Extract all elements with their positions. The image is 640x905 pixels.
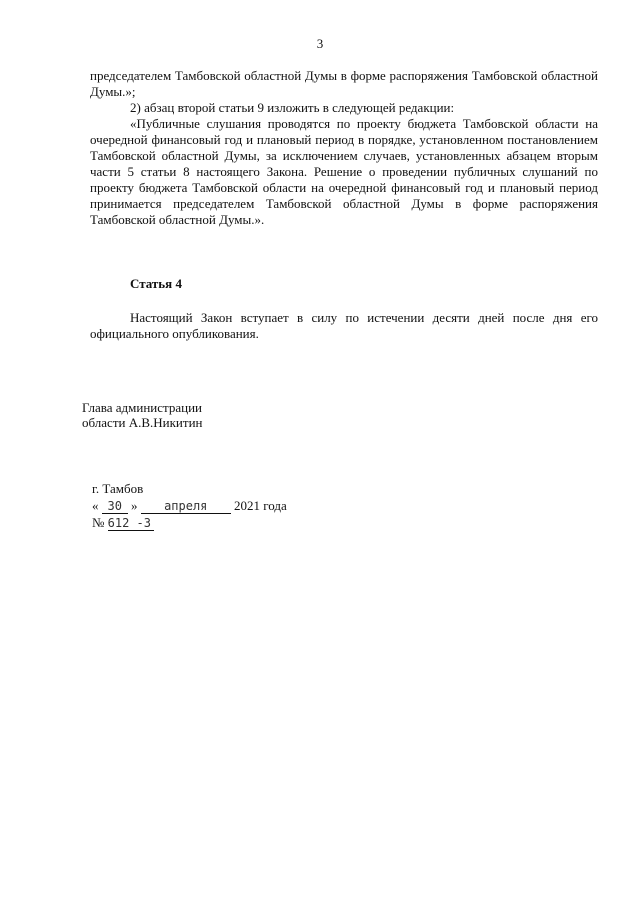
article-heading: Статья 4 [130, 276, 182, 291]
quote-open: « [92, 498, 99, 513]
article-text: Настоящий Закон вступает в силу по истечении десяти дней после дня его официального опубликования. [90, 310, 598, 341]
place-date-block [92, 480, 287, 531]
signature-block [82, 400, 202, 430]
signature-name: области А.В.Никитин [82, 415, 203, 430]
city: г. Тамбов [92, 481, 144, 496]
number-sign: № [92, 515, 105, 530]
date-day: 30 [102, 500, 128, 514]
date-line [92, 497, 287, 514]
law-number: 612 -З [108, 517, 154, 531]
paragraph-amendment-intro: 2) абзац второй статьи 9 изложить в следующей редакции: [130, 100, 455, 115]
signature-title: Глава администрации [82, 400, 203, 415]
paragraph-amendment-text: «Публичные слушания проводятся по проекту бюджета Тамбовской области на очередной финансовый год и плановый период в порядке, установленном постановлением Тамбовской областной Думы, за исключением случаев, установленных абзацем вторым части 5 статьи 8 настоящего Закона. Решение о проведении публичных слушаний по проекту бюджета Тамбовской области на очередной финансовый год и плановый период принимается председателем Тамбовской областной Думы в форме распоряжения Тамбовской областной Думы.». [90, 116, 598, 227]
date-year: 2021 года [234, 498, 287, 513]
body-text [90, 68, 598, 228]
quote-close: » [131, 498, 138, 513]
page-number: 3 [316, 36, 324, 51]
paragraph-continuation: председателем Тамбовской областной Думы в форме распоряжения Тамбовской областной Думы.»; [90, 68, 598, 99]
date-month: апреля [141, 500, 231, 514]
law-number-line [92, 514, 287, 531]
